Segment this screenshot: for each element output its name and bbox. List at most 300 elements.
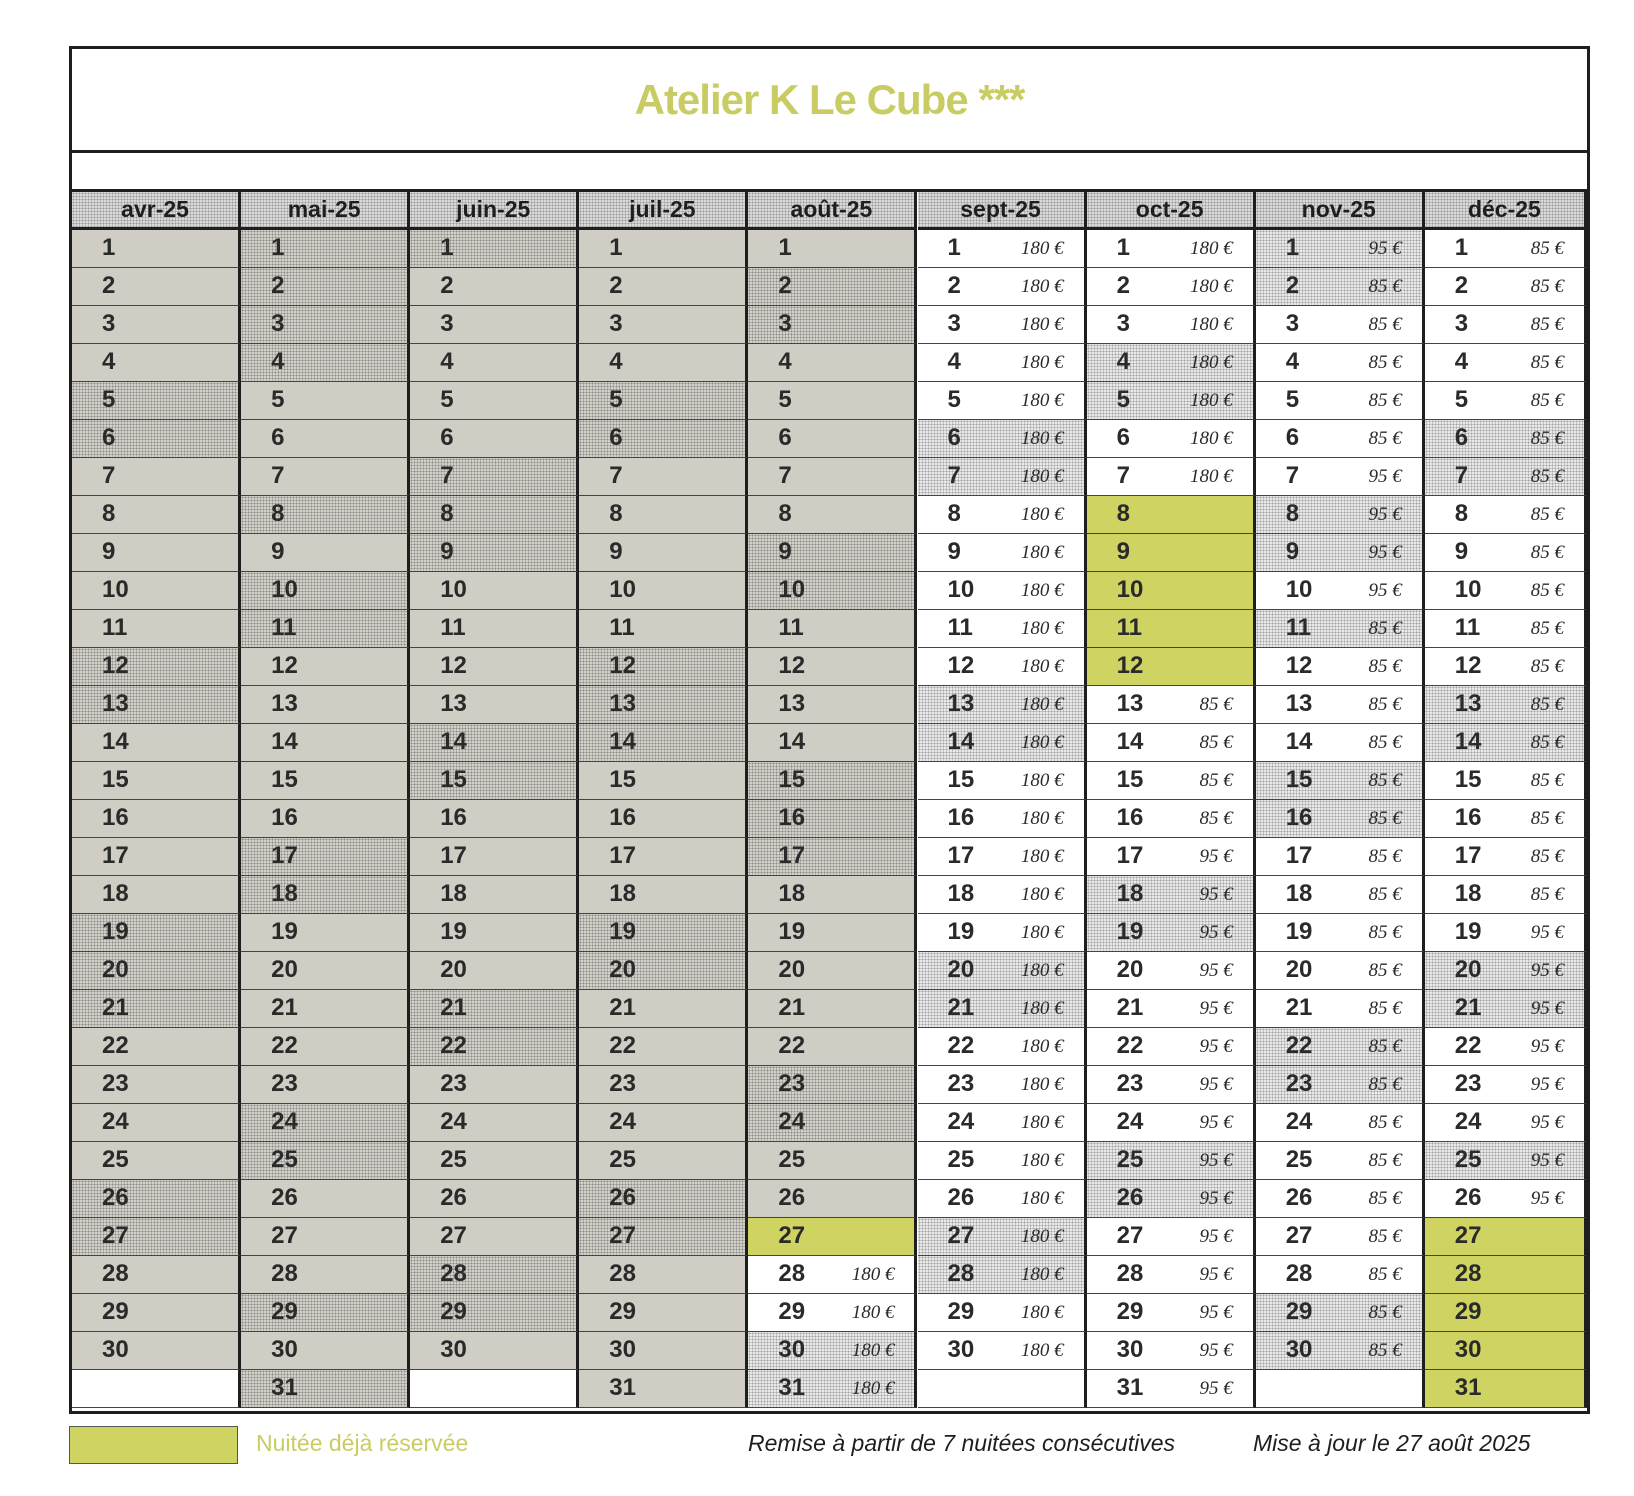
month-column [241,192,410,1408]
day-cell [1425,572,1587,610]
day-cell [1425,268,1587,306]
night-price: 85 € [1199,694,1233,715]
day-cell-past [241,1028,410,1066]
day-number: 26 [1116,1184,1144,1211]
day-cell-weekend [241,1294,410,1332]
day-number: 12 [778,652,806,679]
day-cell-past [748,1028,917,1066]
day-cell-past [410,610,579,648]
day-number: 29 [1116,1298,1144,1325]
day-cell [1087,1028,1256,1066]
night-price: 85 € [1199,732,1233,753]
day-number: 8 [778,500,792,527]
day-cell-past [410,686,579,724]
day-number: 15 [1116,766,1144,793]
day-number: 20 [947,956,975,983]
day-cell-past [410,952,579,990]
day-cell-weekend [241,1370,410,1408]
day-number: 28 [947,1260,975,1287]
page-title: Atelier K Le Cube *** [634,75,1025,123]
night-price: 85 € [1530,428,1564,449]
day-cell-past [72,496,241,534]
day-number: 24 [1116,1108,1144,1135]
day-number: 25 [778,1146,806,1173]
day-number: 24 [1285,1108,1313,1135]
day-number: 22 [271,1032,298,1059]
day-cell-weekend [748,1332,917,1370]
day-number: 9 [271,538,285,565]
day-cell-past [748,648,917,686]
night-price: 180 € [1020,884,1064,905]
day-number: 28 [778,1260,806,1287]
day-number: 15 [609,766,636,793]
day-cell [1087,1104,1256,1142]
day-cell-past [748,876,917,914]
day-cell [1425,382,1587,420]
night-price: 85 € [1530,618,1564,639]
night-price: 85 € [1530,694,1564,715]
month-column [579,192,748,1408]
day-cell-past [410,800,579,838]
day-number: 17 [609,842,636,869]
night-price: 95 € [1530,960,1564,981]
day-cell-weekend [241,1104,410,1142]
day-cell-past [72,1142,241,1180]
day-number: 31 [271,1374,298,1401]
month-column [918,192,1087,1408]
day-number: 23 [102,1070,129,1097]
day-cell [748,1294,917,1332]
day-number: 10 [778,576,806,603]
night-price: 85 € [1530,770,1564,791]
day-cell-weekend [410,990,579,1028]
day-cell [918,268,1087,306]
day-cell-weekend [410,1294,579,1332]
month-column [72,192,241,1408]
day-cell [1256,458,1425,496]
day-cell [918,648,1087,686]
day-cell-past [410,1218,579,1256]
night-price: 85 € [1368,390,1402,411]
day-number: 1 [271,234,285,261]
day-cell-past [579,1370,748,1408]
night-price: 95 € [1199,1378,1233,1399]
day-cell [1256,876,1425,914]
day-number: 23 [778,1070,806,1097]
day-cell [1425,230,1587,268]
night-price: 180 € [1020,1150,1064,1171]
day-number: 3 [778,310,792,337]
day-cell-weekend [410,762,579,800]
day-cell-weekend [241,838,410,876]
day-cell [918,572,1087,610]
day-number: 13 [1116,690,1144,717]
day-cell-past [748,344,917,382]
day-cell [1256,838,1425,876]
day-cell-past [72,876,241,914]
night-price: 180 € [1020,1340,1064,1361]
day-number: 6 [947,424,961,451]
night-price: 95 € [1368,580,1402,601]
day-cell-past [241,458,410,496]
month-header: mai-25 [241,192,410,230]
day-number: 19 [778,918,806,945]
day-number: 30 [947,1336,975,1363]
day-number: 8 [1285,500,1300,527]
day-cell-weekend [1256,1294,1425,1332]
day-cell-past [410,1066,579,1104]
day-number: 15 [271,766,298,793]
day-number: 12 [947,652,975,679]
day-cell-past [241,1218,410,1256]
day-cell-weekend [918,686,1087,724]
day-cell [1087,268,1256,306]
night-price: 95 € [1530,1150,1564,1171]
day-number: 27 [947,1222,975,1249]
day-cell [918,838,1087,876]
day-cell [748,1256,917,1294]
day-number: 4 [947,348,961,375]
night-price: 85 € [1368,1340,1402,1361]
night-price: 180 € [1020,732,1064,753]
day-number: 9 [102,538,116,565]
legend-booked-swatch [69,1426,238,1464]
day-cell-past [748,230,917,268]
night-price: 180 € [851,1378,895,1399]
day-number: 21 [102,994,129,1021]
night-price: 95 € [1199,1150,1233,1171]
day-number: 18 [778,880,806,907]
day-cell-past [579,496,748,534]
spacer-row [72,153,1587,192]
day-cell-past [241,648,410,686]
day-number: 31 [778,1374,806,1401]
day-number: 8 [1116,500,1130,527]
empty-cell [918,1370,1087,1408]
day-number: 23 [1454,1070,1482,1097]
day-cell-past [579,1028,748,1066]
day-cell [1425,876,1587,914]
day-cell [918,1104,1087,1142]
day-cell-past [579,838,748,876]
day-cell-past [72,1066,241,1104]
day-cell-weekend [72,686,241,724]
day-cell-weekend [241,306,410,344]
day-number: 16 [1454,804,1482,831]
night-price: 180 € [1020,1264,1064,1285]
day-number: 30 [440,1336,467,1363]
day-number: 16 [1285,804,1313,831]
day-number: 29 [1454,1298,1482,1325]
day-number: 25 [1285,1146,1313,1173]
day-cell-past [410,876,579,914]
day-number: 9 [1285,538,1300,565]
month-column [748,192,917,1408]
day-number: 28 [1454,1260,1482,1287]
night-price: 85 € [1368,732,1402,753]
night-price: 95 € [1199,884,1233,905]
day-cell [1256,420,1425,458]
day-cell-past [579,762,748,800]
day-number: 28 [1285,1260,1313,1287]
day-number: 24 [102,1108,129,1135]
day-cell-past [410,1142,579,1180]
day-cell-weekend [748,534,917,572]
day-number: 16 [947,804,975,831]
day-number: 22 [1454,1032,1482,1059]
day-cell [1256,1218,1425,1256]
day-cell-past [579,876,748,914]
night-price: 180 € [1020,1074,1064,1095]
day-number: 11 [609,614,635,641]
day-number: 29 [609,1298,636,1325]
day-number: 16 [102,804,129,831]
day-cell-past [748,724,917,762]
night-price: 95 € [1368,466,1402,487]
day-cell-past [72,724,241,762]
night-price: 85 € [1530,808,1564,829]
day-number: 28 [440,1260,467,1287]
day-cell-weekend [1256,496,1425,534]
day-number: 22 [1285,1032,1313,1059]
day-number: 31 [1116,1374,1144,1401]
day-cell [1087,1066,1256,1104]
day-number: 17 [778,842,806,869]
night-price: 180 € [1189,238,1233,259]
day-cell [1087,952,1256,990]
night-price: 180 € [1189,314,1233,335]
day-cell-past [241,382,410,420]
day-cell-weekend [1087,876,1256,914]
day-number: 19 [947,918,975,945]
day-cell-weekend [748,838,917,876]
day-cell-past [241,686,410,724]
night-price: 180 € [851,1302,895,1323]
day-cell-weekend [748,572,917,610]
day-cell-past [748,610,917,648]
day-number: 20 [1285,956,1313,983]
night-price: 180 € [1020,390,1064,411]
night-price: 180 € [1020,1112,1064,1133]
day-number: 1 [778,234,792,261]
day-number: 7 [102,462,116,489]
day-number: 5 [947,386,961,413]
day-cell-past [72,268,241,306]
day-number: 5 [1116,386,1130,413]
day-cell-weekend [1256,1332,1425,1370]
day-cell [1256,306,1425,344]
day-cell-booked [1087,496,1256,534]
day-cell-weekend [410,1028,579,1066]
day-number: 13 [778,690,806,717]
day-number: 15 [947,766,975,793]
day-cell-weekend [1087,1142,1256,1180]
day-cell-weekend [1425,686,1587,724]
day-number: 18 [271,880,298,907]
day-cell-booked [1425,1218,1587,1256]
day-number: 20 [440,956,467,983]
day-number: 13 [271,690,298,717]
day-cell-weekend [579,382,748,420]
day-number: 18 [1285,880,1313,907]
night-price: 180 € [1020,998,1064,1019]
day-cell-booked [1425,1294,1587,1332]
day-cell-booked [1425,1370,1587,1408]
day-cell-weekend [410,724,579,762]
day-number: 13 [1285,690,1313,717]
day-cell-weekend [72,990,241,1028]
night-price: 95 € [1530,998,1564,1019]
day-cell-weekend [1256,1028,1425,1066]
night-price: 95 € [1530,1112,1564,1133]
day-number: 6 [778,424,792,451]
day-cell-weekend [918,952,1087,990]
night-price: 85 € [1368,884,1402,905]
day-cell-past [72,230,241,268]
night-price: 95 € [1199,1302,1233,1323]
day-number: 10 [609,576,636,603]
day-number: 16 [1116,804,1144,831]
night-price: 85 € [1368,276,1402,297]
day-cell [1425,306,1587,344]
day-number: 24 [947,1108,975,1135]
day-number: 27 [102,1222,129,1249]
day-cell [918,382,1087,420]
day-number: 27 [440,1222,467,1249]
day-number: 4 [1116,348,1130,375]
night-price: 180 € [1020,694,1064,715]
day-cell-weekend [72,420,241,458]
day-number: 6 [1285,424,1300,451]
day-cell-weekend [241,230,410,268]
day-cell [1256,1256,1425,1294]
night-price: 85 € [1530,466,1564,487]
day-number: 11 [1116,614,1142,641]
day-number: 25 [947,1146,975,1173]
night-price: 180 € [1189,466,1233,487]
night-price: 95 € [1530,922,1564,943]
day-cell-weekend [579,724,748,762]
day-cell [1087,686,1256,724]
night-price: 180 € [1020,352,1064,373]
day-cell-past [72,838,241,876]
night-price: 85 € [1368,1036,1402,1057]
night-price: 180 € [1020,504,1064,525]
day-cell-past [579,610,748,648]
day-cell-weekend [241,1142,410,1180]
day-number: 13 [947,690,975,717]
day-cell-weekend [579,952,748,990]
day-cell [1087,1218,1256,1256]
night-price: 180 € [1189,276,1233,297]
day-cell-weekend [1087,914,1256,952]
day-cell [1087,800,1256,838]
day-cell [918,1028,1087,1066]
day-cell [1087,1256,1256,1294]
day-cell [1425,344,1587,382]
day-number: 17 [1116,842,1144,869]
day-number: 11 [1454,614,1481,641]
night-price: 85 € [1368,656,1402,677]
day-number: 19 [102,918,129,945]
night-price: 180 € [851,1264,895,1285]
night-price: 85 € [1368,770,1402,791]
day-cell-weekend [748,306,917,344]
day-cell-past [241,990,410,1028]
day-cell-past [241,1332,410,1370]
day-number: 19 [1116,918,1144,945]
day-number: 3 [1454,310,1469,337]
empty-cell [410,1370,579,1408]
day-number: 11 [102,614,128,641]
night-price: 85 € [1530,504,1564,525]
day-number: 5 [440,386,454,413]
day-cell [1425,800,1587,838]
day-cell-past [241,1180,410,1218]
day-cell-past [410,382,579,420]
day-cell-past [579,572,748,610]
month-header: août-25 [748,192,917,230]
day-number: 17 [102,842,129,869]
day-number: 20 [609,956,636,983]
night-price: 85 € [1368,998,1402,1019]
night-price: 85 € [1530,352,1564,373]
night-price: 85 € [1530,656,1564,677]
day-cell-weekend [1256,230,1425,268]
day-cell-weekend [1256,1066,1425,1104]
day-number: 14 [102,728,129,755]
day-cell-weekend [1425,990,1587,1028]
day-number: 17 [1285,842,1313,869]
day-cell-weekend [72,1180,241,1218]
day-number: 9 [1116,538,1130,565]
day-cell [918,1332,1087,1370]
day-cell-past [579,534,748,572]
day-cell [1087,306,1256,344]
day-number: 31 [609,1374,636,1401]
day-cell-past [72,1028,241,1066]
day-cell-past [579,1104,748,1142]
day-cell-past [410,648,579,686]
day-cell [918,610,1087,648]
day-number: 31 [1454,1374,1482,1401]
day-cell-past [72,458,241,496]
day-number: 9 [947,538,961,565]
day-number: 27 [1116,1222,1144,1249]
day-cell-past [579,1066,748,1104]
day-number: 7 [1454,462,1469,489]
day-number: 4 [1454,348,1469,375]
day-number: 8 [440,500,454,527]
day-cell-weekend [579,914,748,952]
night-price: 85 € [1199,808,1233,829]
day-number: 26 [947,1184,975,1211]
day-number: 4 [1285,348,1300,375]
day-cell-past [72,1104,241,1142]
day-number: 25 [102,1146,129,1173]
day-number: 2 [947,272,961,299]
day-number: 16 [778,804,806,831]
day-number: 18 [440,880,467,907]
day-cell-booked [1425,1332,1587,1370]
day-number: 21 [947,994,975,1021]
day-cell [918,230,1087,268]
day-cell-past [579,458,748,496]
month-column [1087,192,1256,1408]
day-number: 3 [1116,310,1130,337]
day-cell [1256,648,1425,686]
day-number: 10 [1285,576,1313,603]
